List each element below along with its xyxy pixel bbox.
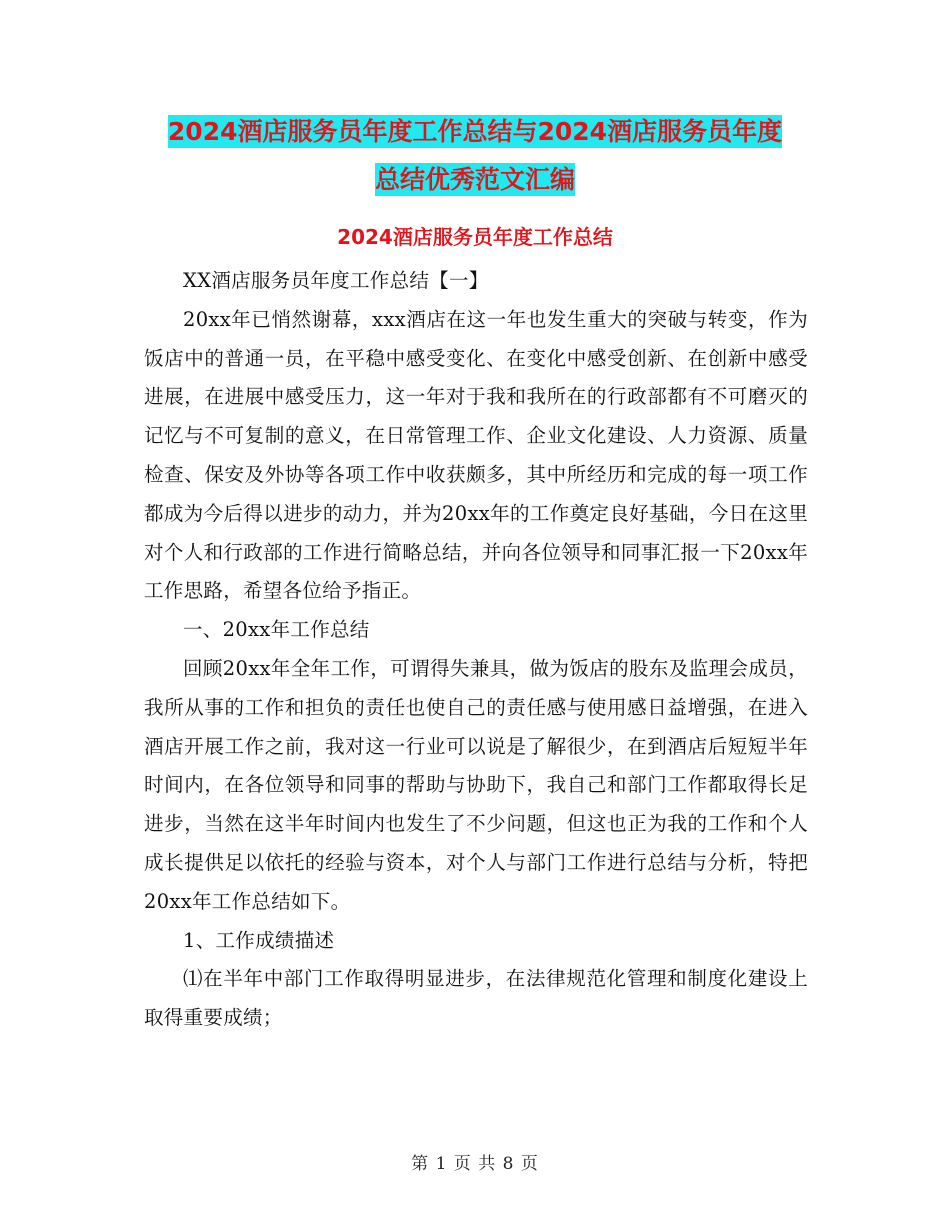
document-title (0, 108, 950, 204)
document-body (144, 262, 808, 1038)
paragraph: 20xx年已悄然谢幕，xxx酒店在这一年也发生重大的突破与转变，作为饭店中的普通一员，在平稳中感受变化、在变化中感受创新、在创新中感受进展，在进展中感受压力，这一年对于我和我所在的行政部都有不可磨灭的记忆与不可复制的意义，在日常管理工作、企业文化建设、人力资源、质量检查、保安及外协等各项工作中收获颇多，其中所经历和完成的每一项工作都成为今后得以进步的动力，并为20xx年的工作奠定良好基础，今日在这里对个人和行政部的工作进行简略总结，并向各位领导和同事汇报一下20xx年工作思路，希望各位给予指正。 (144, 307, 808, 603)
document-title-line-2: 总结优秀范文汇编 (374, 165, 575, 194)
paragraph-heading: 1、工作成绩描述 (183, 928, 335, 952)
section-title: 2024酒店服务员年度工作总结 (337, 225, 613, 249)
paragraph-heading: XX酒店服务员年度工作总结【一】 (183, 269, 489, 292)
page-footer: 第 1 页 共 8 页 (411, 1154, 539, 1174)
paragraph-heading: 一、20xx年工作总结 (183, 618, 370, 642)
paragraph: 回顾20xx年全年工作，可谓得失兼具，做为饭店的股东及监理会成员，我所从事的工作和担负的责任也使自己的责任感与使用感日益增强，在进入酒店开展工作之前，我对这一行业可以说是了解很少，在到酒店后短短半年时间内，在各位领导和同事的帮助与协助下，我自己和部门工作都取得长足进步，当然在这半年时间内也发生了不少问题，但这也正为我的工作和个人成长提供足以依托的经验与资本，对个人与部门工作进行总结与分析，特把20xx年工作总结如下。 (144, 656, 808, 913)
paragraph: ⑴在半年中部门工作取得明显进步，在法律规范化管理和制度化建设上取得重要成绩； (144, 967, 808, 1030)
document-title-line-1: 2024酒店服务员年度工作总结与2024酒店服务员年度 (167, 117, 783, 146)
